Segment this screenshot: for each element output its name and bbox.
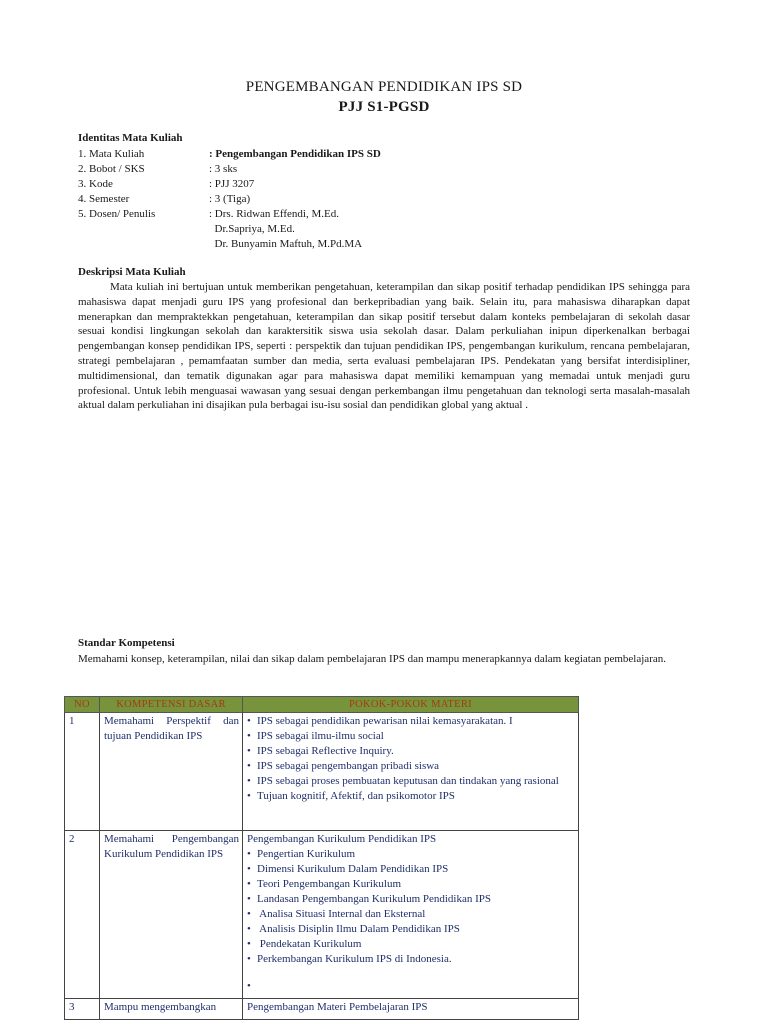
identitas-row	[78, 222, 381, 237]
list-item: • Pengertian Kurikulum	[247, 847, 575, 862]
identitas-label	[78, 237, 209, 252]
list-item: • IPS sebagai proses pembuatan keputusan dan tindakan yang rasional	[247, 774, 575, 789]
identitas-label: 1. Mata Kuliah	[78, 148, 145, 160]
identitas-label: 5. Dosen/ Penulis	[78, 208, 156, 220]
identitas-label	[78, 222, 209, 237]
list-item: • IPS sebagai pengembangan pribadi siswa	[247, 759, 575, 774]
list-item: • IPS sebagai ilmu-ilmu social	[247, 729, 575, 744]
document-subtitle: PJJ S1-PGSD	[338, 99, 430, 115]
list-item: • IPS sebagai Reflective Inquiry.	[247, 744, 575, 759]
list-item: • Landasan Pengembangan Kurikulum Pendidikan IPS	[247, 892, 575, 907]
materi-cell	[243, 831, 579, 999]
identitas-label: 2. Bobot / SKS	[78, 163, 145, 175]
standar-paragraph: Memahami konsep, keterampilan, nilai dan sikap dalam pembelajaran IPS dan mampu menerapkannya dalam kegiatan pembelajaran.	[78, 653, 666, 665]
list-item: • Analisa Situasi Internal dan Eksternal	[247, 907, 575, 922]
identitas-row	[78, 207, 381, 222]
materi-list	[247, 847, 575, 994]
identitas-row	[78, 162, 381, 177]
kompetensi-cell: Mampu mengembangkan	[100, 999, 243, 1020]
identitas-row	[78, 177, 381, 192]
materi-intro: Pengembangan Materi Pembelajaran IPS	[247, 1001, 428, 1013]
identitas-label: 3. Kode	[78, 178, 113, 190]
row-number: 2	[65, 831, 100, 999]
table-row	[65, 999, 579, 1020]
identitas-label: 4. Semester	[78, 193, 130, 205]
materi-cell	[243, 999, 579, 1020]
kompetensi-cell: Memahami Pengembangan Kurikulum Pendidikan IPS	[100, 831, 243, 999]
list-item: • Perkembangan Kurikulum IPS di Indonesia.	[247, 952, 575, 967]
table-header-row	[65, 697, 579, 713]
materi-cell	[243, 713, 579, 831]
table-row	[65, 831, 579, 999]
list-item: • IPS sebagai pendidikan pewarisan nilai kemasyarakatan. I	[247, 714, 575, 729]
kompetensi-table	[64, 696, 579, 1020]
identitas-heading: Identitas Mata Kuliah	[78, 132, 183, 144]
list-item: • Tujuan kognitif, Afektif, dan psikomotor IPS	[247, 789, 575, 804]
identitas-value: : Drs. Ridwan Effendi, M.Ed.	[209, 208, 339, 220]
header-materi: POKOK-POKOK MATERI	[243, 697, 579, 713]
identitas-list	[78, 147, 381, 252]
identitas-row	[78, 147, 381, 162]
identitas-value: : 3 (Tiga)	[209, 193, 251, 205]
identitas-row	[78, 237, 381, 252]
empty-list-item	[247, 979, 575, 994]
kompetensi-cell: Memahami Perspektif dan tujuan Pendidikan IPS	[100, 713, 243, 831]
standar-heading: Standar Kompetensi	[78, 637, 175, 649]
list-item: • Teori Pengembangan Kurikulum	[247, 877, 575, 892]
table-row	[65, 713, 579, 831]
identitas-value: : 3 sks	[209, 163, 238, 175]
header-kompetensi: KOMPETENSI DASAR	[100, 697, 243, 713]
header-no: NO	[65, 697, 100, 713]
document-title: PENGEMBANGAN PENDIDIKAN IPS SD	[245, 79, 523, 95]
materi-intro: Pengembangan Kurikulum Pendidikan IPS	[247, 833, 437, 845]
list-item: • Analisis Disiplin Ilmu Dalam Pendidikan IPS	[247, 922, 575, 937]
row-number: 1	[65, 713, 100, 831]
identitas-value: : Pengembangan Pendidikan IPS SD	[209, 148, 381, 160]
list-item: • Pendekatan Kurikulum	[247, 937, 575, 952]
deskripsi-paragraph: Mata kuliah ini bertujuan untuk memberikan pengetahuan, keterampilan dan sikap positif terhadap pendidikan IPS sehingga para mahasiswa dapat menjadi guru IPS yang profesional dan berkepribadian yang baik. Selain itu, para mahasiswa diharapkan dapat menerapkan dan mempraktekkan pengetahuan, keterampilan dan sikap positif tersebut dalam konteks pembelajaran di sekolah dasar sesuai kondisi lingkungan sekolah dan karaktersitik siswa usia sekolah dasar. Dalam perkuliahan inipun diperkenalkan berbagai pengembangan konsep pendidikan IPS, seperti : perspektik dan tujuan pendidikan IPS, pengembangan kurikulum, rencana pembelajaran, strategi pembelajaran , pemamfaatan sumber dan media, serta evaluasi pembelajaran IPS. Pendekatan yang bersifat interdisipliner, multidimensional, dan tematik digunakan agar para mahasiswa dapat memiliki kemampuan yang memadai untuk menjadi guru profesional. Untuk lebih menguasai wawasan yang sesuai dengan perkembangan ilmu pengetahuan dan teknologi serta masalah-masalah aktual dalam perkuliahan ini disajikan pula berbagai isu-isu sosial dan pendidikan global yang aktual .	[78, 281, 690, 412]
identitas-value: : PJJ 3207	[209, 178, 255, 190]
identitas-value: Dr. Bunyamin Maftuh, M.Pd.MA	[209, 238, 363, 250]
deskripsi-heading: Deskripsi Mata Kuliah	[78, 266, 186, 278]
identitas-value: Dr.Sapriya, M.Ed.	[209, 223, 295, 235]
list-item: • Dimensi Kurikulum Dalam Pendidikan IPS	[247, 862, 575, 877]
identitas-row	[78, 192, 381, 207]
row-number: 3	[65, 999, 100, 1020]
materi-list	[247, 714, 575, 804]
